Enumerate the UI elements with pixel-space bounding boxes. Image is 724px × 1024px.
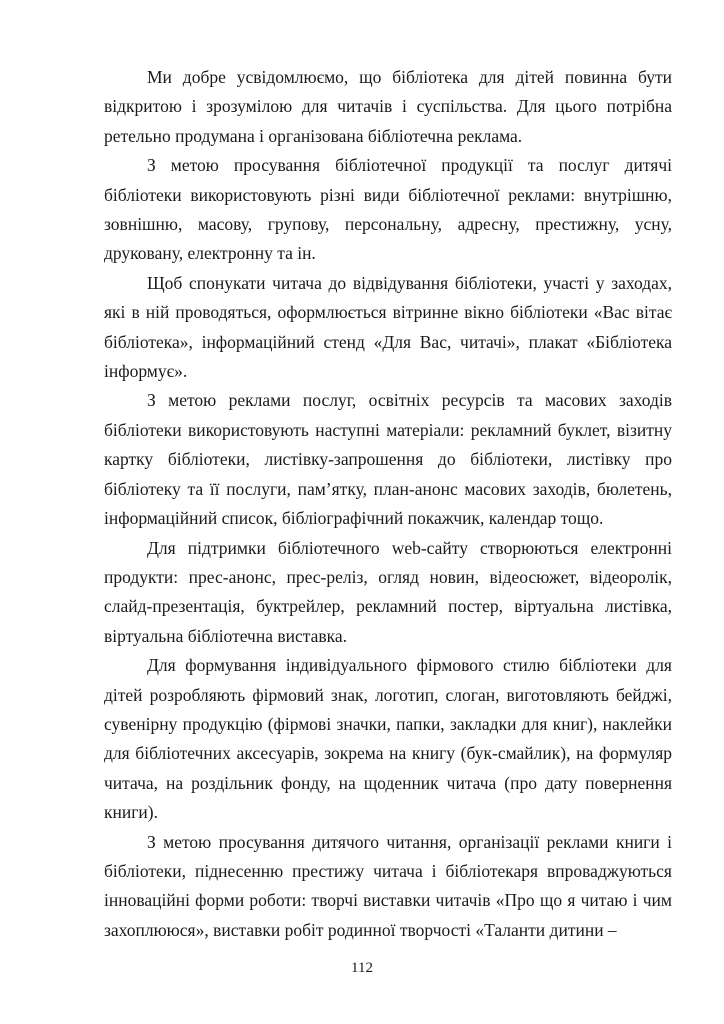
paragraph-6: Для формування індивідуального фірмового стилю бібліотеки для дітей розробляють фірмовий знак, логотип, слоган, виготовляють бейджі, сувенірну продукцію (фірмові значки, папки, закладки для книг), наклейки для бібліотечних аксесуарів, зокрема на книгу (бук-смайлик), на формуляр читача, на роздільник фонду, на щоденник читача (про дату повернення книги). <box>104 655 672 823</box>
page-number: 112 <box>351 960 373 976</box>
body-text <box>104 63 672 945</box>
paragraph-7: З метою просування дитячого читання, організації реклами книги і бібліотеки, піднесенню престижу читача і бібліотекаря впроваджуються інноваційні форми роботи: творчі виставки читачів «Про що я читаю і чим захоплююся», виставки робіт родинної творчості «Таланти дитини – <box>104 831 672 940</box>
paragraph-2: З метою просування бібліотечної продукції та послуг дитячі бібліотеки використовують різні види бібліотечної реклами: внутрішню, зовнішню, масову, групову, персональну, адресну, престижну, усну, друковану, електронну та ін. <box>104 155 672 264</box>
paragraph-1: Ми добре усвідомлюємо, що бібліотека для дітей повинна бути відкритою і зрозумілою для читачів і суспільства. Для цього потрібна ретельно продумана і організована бібліотечна реклама. <box>104 67 672 146</box>
paragraph-3: Щоб спонукати читача до відвідування бібліотеки, участі у заходах, які в ній проводяться, оформлюється вітринне вікно бібліотеки «Вас вітає бібліотека», інформаційний стенд «Для Вас, читачі», плакат «Бібліотека інформує». <box>104 272 672 382</box>
paragraph-5: Для підтримки бібліотечного web-сайту створюються електронні продукти: прес-анонс, прес-реліз, огляд новин, відеосюжет, відеоролік, слайд-презентація, буктрейлер, рекламний постер, віртуальна листівка, віртуальна бібліотечна виставка. <box>104 537 672 646</box>
paragraph-4: З метою реклами послуг, освітніх ресурсів та масових заходів бібліотеки використовують наступні матеріали: рекламний буклет, візитну картку бібліотеки, листівку-запрошення до бібліотеки, листівку про бібліотеку та її послуги, пам’ятку, план-анонс масових заходів, бюлетень, інформаційний список, бібліографічний покажчик, календар тощо. <box>104 390 672 529</box>
